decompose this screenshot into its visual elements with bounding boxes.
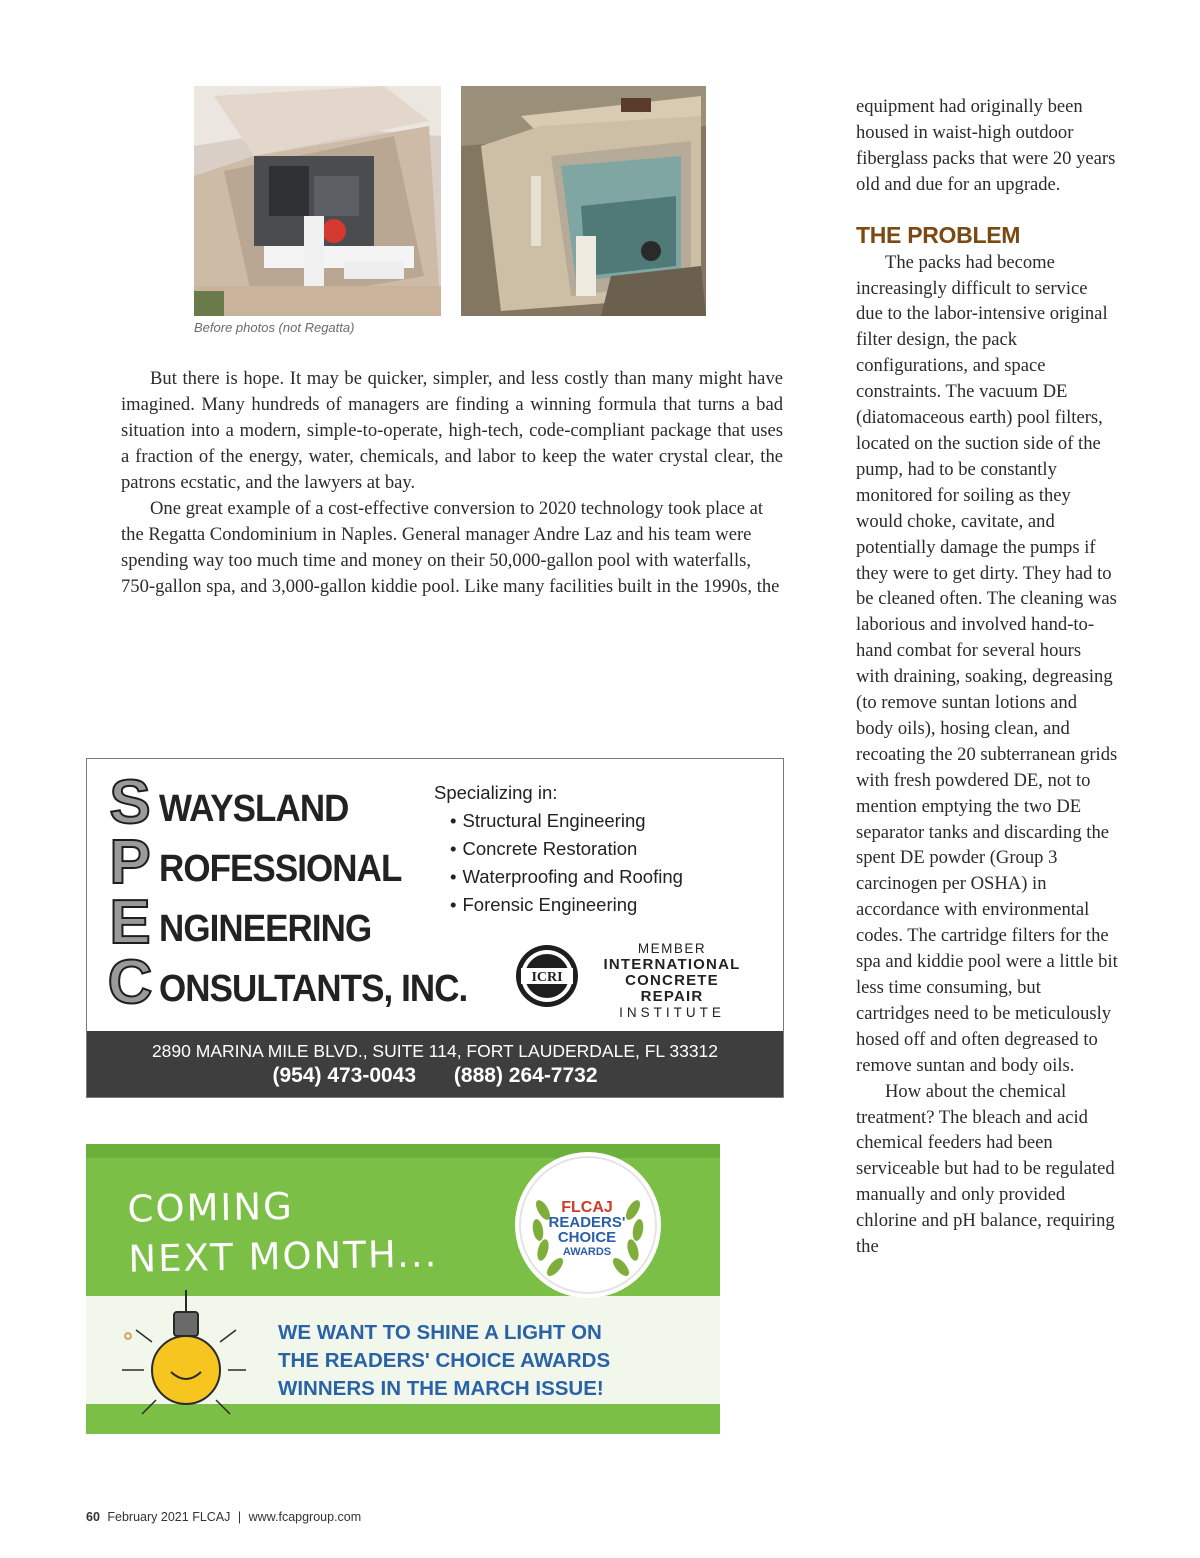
icri-member: MEMBER: [637, 941, 707, 956]
banner-title-line: COMING: [127, 1184, 295, 1231]
right-column-paragraph: How about the chemical treatment? The bleach and acid chemical feeders had been serviceable but had to be regulated manually and only provided chlorine and pH balance, requiring the: [856, 1080, 1115, 1258]
spec-initial: S: [109, 768, 151, 837]
body-paragraph: One great example of a cost-effective conversion to 2020 technology took place at the Regatta Condominium in Naples. General manager Andre Laz and his team were spending way too much time and money on their 50,000-gallon pool with waterfalls, 750-gallon spa, and 3,000-gallon kiddie pool. Like many facilities built in the 1990s, the: [121, 498, 780, 597]
badge-text: [531, 1200, 643, 1260]
spec-company-line: [101, 888, 390, 957]
banner-title-line: NEXT MONTH...: [128, 1232, 439, 1281]
banner-message-line: THE READERS' CHOICE AWARDS: [278, 1349, 611, 1372]
icri-logo-icon: [515, 944, 579, 1008]
spec-word: WAYSLAND: [159, 788, 349, 830]
spec-address: 2890 MARINA MILE BLVD., SUITE 114, FORT LAUDERDALE, FL 33312: [151, 1041, 719, 1061]
service-item: • Waterproofing and Roofing: [450, 863, 683, 891]
spec-word: ROFESSIONAL: [159, 848, 402, 890]
spec-company-line: [101, 828, 422, 897]
page-number: 60: [86, 1510, 100, 1524]
spec-word: NGINEERING: [159, 908, 372, 950]
spec-initial: E: [109, 888, 151, 957]
coming-next-month-banner[interactable]: [86, 1144, 720, 1434]
spec-contact-bar: [87, 1031, 783, 1097]
spec-services: [434, 779, 683, 919]
before-photo-right: [461, 86, 706, 316]
issue-date: February 2021: [107, 1510, 189, 1524]
body-main-text: [121, 366, 783, 600]
page-footer: [86, 1510, 361, 1524]
icri-line: CONCRETE REPAIR: [625, 972, 719, 1005]
body-paragraph: But there is hope. It may be quicker, simpler, and less costly than many might have imagined. Many hundreds of managers are finding a winning formula that turns a bad situation into a modern, simple-to-operate, high-tech, code-compliant package that uses a fraction of the energy, water, chemicals, and labor to keep the water crystal clear, the patrons ecstatic, and the lawyers at bay.: [121, 368, 783, 493]
service-item: • Structural Engineering: [450, 807, 683, 835]
right-column-intro: equipment had originally been housed in waist-high outdoor fiberglass packs that were 20 years old and due for an upgrade.: [856, 96, 1116, 195]
banner-message: [278, 1319, 610, 1403]
section-heading: THE PROBLEM: [856, 221, 1021, 248]
banner-message-line: WINNERS IN THE MARCH ISSUE!: [278, 1377, 604, 1400]
footer-separator: |: [237, 1510, 242, 1524]
banner-title: [127, 1179, 439, 1284]
right-column-paragraph: The packs had become increasingly difficult to service due to the labor-intensive original filter design, the pack configurations, and space constraints. The vacuum DE (diatomaceous earth) pool filters, located on the suction side of the pump, had to be constantly monitored for soiling as they would choke, cavitate, and potentially damage the pumps if they were to get dirty. They had to be cleaned often. The cleaning was laborious and involved hand-to-hand combat for several hours with draining, soaking, degreasing (to remove suntan lotions and body oils), hosing clean, and recoating the 20 subterranean grids with fresh powdered DE, not to mention emptying the two DE separator tanks and discarding the spent DE powder (Group 3 carcinogen per OSHA) in accordance with environmental codes. The cartridge filters for the spa and kiddie pool were a little bit less time consuming, but cartridges need to be meticulously hosed off and often degreased to remove suntan and body oils.: [856, 251, 1118, 1076]
badge-line: FLCAJ: [561, 1199, 613, 1216]
spec-initial: P: [109, 828, 151, 897]
badge-line: CHOICE: [557, 1229, 617, 1246]
spec-company-line: [101, 948, 494, 1017]
icri-line: INTERNATIONAL: [603, 956, 741, 973]
service-item: • Forensic Engineering: [450, 891, 683, 919]
banner-message-line: WE WANT TO SHINE A LIGHT ON: [278, 1321, 602, 1344]
icri-membership: [592, 941, 752, 1021]
website-link[interactable]: www.fcapgroup.com: [248, 1510, 362, 1524]
badge-line: READERS': [548, 1214, 626, 1231]
spec-phones: [87, 1062, 783, 1090]
before-photo-left: [194, 86, 441, 316]
icri-line: INSTITUTE: [619, 1005, 725, 1020]
icri-logo-text: ICRI: [531, 970, 563, 985]
spec-advertisement[interactable]: [86, 758, 784, 1098]
spec-initial: C: [107, 948, 153, 1017]
phone-number[interactable]: (888) 264-7732: [453, 1064, 598, 1087]
phone-number[interactable]: (954) 473-0043: [272, 1064, 417, 1087]
light-bulb-icon: [116, 1290, 246, 1430]
magazine-name: FLCAJ: [192, 1510, 231, 1524]
photo-caption: Before photos (not Regatta): [194, 320, 355, 335]
spec-word: ONSULTANTS, INC.: [159, 968, 468, 1010]
right-column: [856, 94, 1118, 1260]
service-item: • Concrete Restoration: [450, 835, 683, 863]
spec-company-line: [101, 768, 365, 837]
services-list: [434, 807, 683, 919]
specializing-label: Specializing in:: [434, 782, 558, 803]
badge-line: AWARDS: [562, 1246, 612, 1258]
